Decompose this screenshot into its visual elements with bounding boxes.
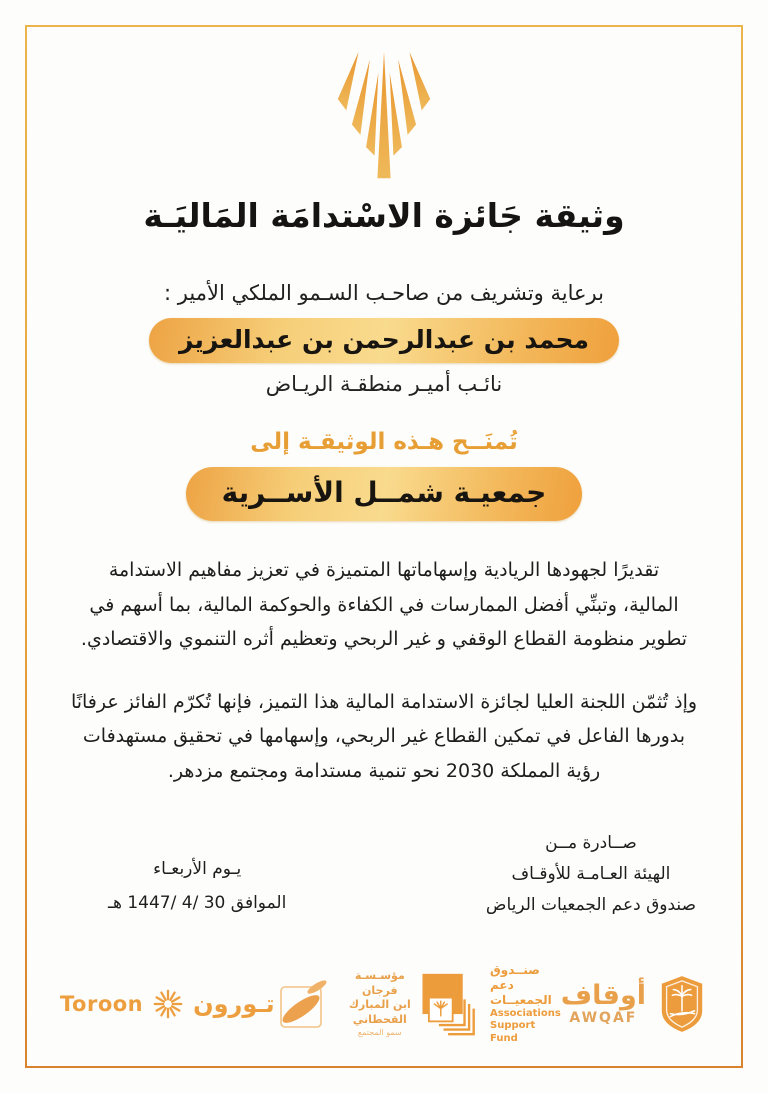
furjan-text <box>343 969 417 1039</box>
furjan-tagline: سمو المجتمع <box>357 1028 402 1038</box>
date-day: يـوم الأربعـاء <box>153 859 242 880</box>
furjan-leaf-icon <box>275 975 333 1033</box>
furjan-name-line1: مؤسـسـة فرجان <box>354 968 405 997</box>
asf-text <box>490 963 561 1046</box>
committee-paragraph: وإذ تُثمّن اللجنة العليا لجائزة الاستدامة المالية هذا التميز، فإنها تُكرّم الفائز عرفانًا بدورها الفاعل في تمكين القطاع غير الربحي، وإسهامها في تحقيق مستهدفات رؤية المملكة 2030 نحو تنمية مستدامة ومجتمع مزدهر. <box>70 690 698 782</box>
asf-arabic-line1: صنــدوق دعم <box>490 962 540 992</box>
asf-arabic-line2: الجمعيــات <box>490 992 552 1007</box>
issued-by-label: صــادرة مــن <box>545 833 637 854</box>
awqaf-latin-label: AWQAF <box>569 1009 638 1026</box>
partner-logos-row <box>0 963 768 1046</box>
date-hijri: الموافق 30 /4 /1447 هـ <box>108 893 287 914</box>
patronage-line: برعاية وتشريف من صاحـب السـمو الملكي الأمير : <box>164 281 604 305</box>
certificate-title: وثيقة جَائزة الاسْتدامَة المَاليَـة <box>143 196 625 235</box>
grant-intro: تُمنَــح هـذه الوثيقـة إلى <box>250 429 518 455</box>
toroon-arabic-label: تـورون <box>193 989 275 1018</box>
toroon-starburst-icon <box>151 987 185 1021</box>
associations-support-fund-logo <box>417 963 561 1046</box>
award-palm-rays-icon <box>325 50 443 182</box>
asf-english-line2: Support Fund <box>490 1020 536 1044</box>
date-block <box>108 852 286 920</box>
prince-name-highlight: محمد بن عبدالرحمن بن عبدالعزيز <box>149 318 619 363</box>
toroon-latin-label: Toroon <box>60 991 144 1016</box>
furjan-foundation-logo <box>275 969 417 1039</box>
issuer-block <box>486 828 696 920</box>
appreciation-paragraph: تقديرًا لجهودها الريادية وإسهاماتها المتميزة في تعزيز مفاهيم الاستدامة المالية، وتبنِّي أفضل الممارسات في الكفاءة والحوكمة المالية، بما أسهم في تطوير منظومة القطاع الوقفي و غير الربحي وتعظيم أثره التنموي والاقتصادي. <box>80 559 688 651</box>
issuer-fund: صندوق دعم الجمعيات الرياض <box>485 894 696 915</box>
footer-info <box>0 828 768 920</box>
prince-role: نائـب أميـر منطقـة الريـاض <box>265 372 503 396</box>
awqaf-emblem-icon <box>656 974 708 1034</box>
asf-english-line1: Associations <box>490 1007 561 1019</box>
awqaf-arabic-label: أوقاف <box>560 980 646 1012</box>
awqaf-logo <box>561 974 708 1034</box>
asf-square-palm-icon <box>417 970 481 1038</box>
recipient-name-highlight: جمعيـة شمــل الأســرية <box>186 467 583 521</box>
furjan-name-line2: ابن المبارك القحطاني <box>348 998 411 1027</box>
issuer-authority: الهيئة العـامـة للأوقـاف <box>511 864 671 885</box>
toroon-logo <box>60 987 275 1021</box>
awqaf-text <box>561 981 646 1026</box>
